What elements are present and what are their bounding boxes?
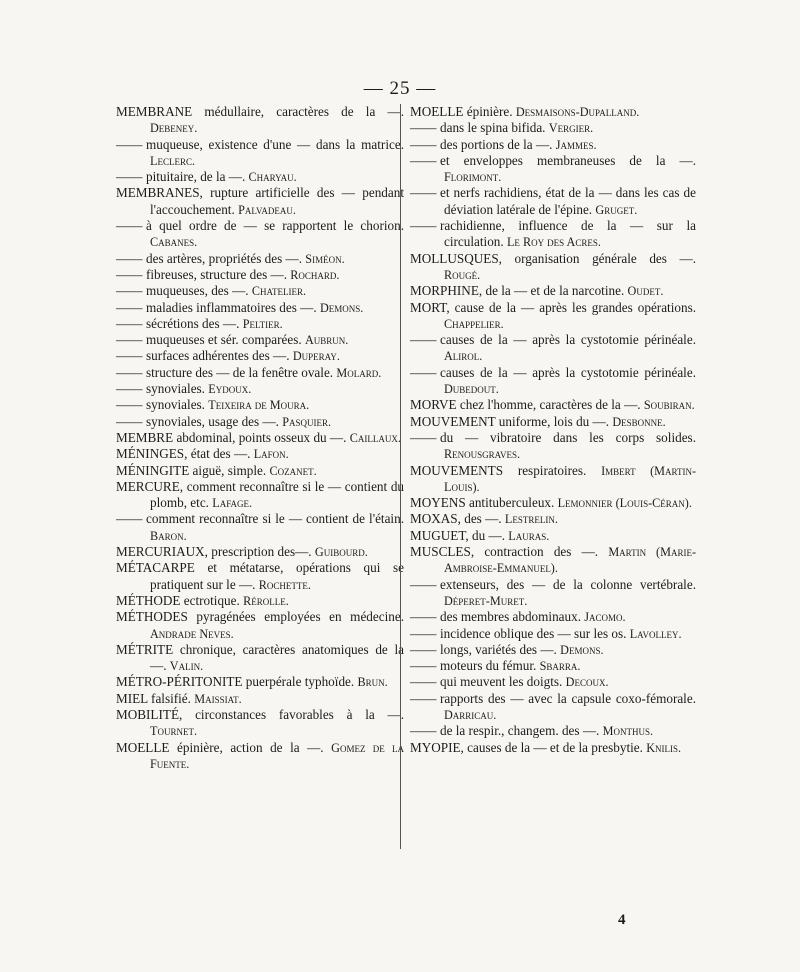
index-entry bbox=[410, 283, 696, 299]
index-column-right bbox=[410, 104, 696, 756]
entry-dash: —— bbox=[410, 185, 437, 201]
entry-headword: MERCURE, bbox=[116, 478, 184, 494]
entry-author: Guibourd. bbox=[314, 545, 368, 560]
entry-author: Demons. bbox=[560, 642, 604, 657]
entry-headword: MÉTRITE bbox=[116, 641, 174, 657]
entry-author: Lauras. bbox=[508, 528, 550, 543]
index-entry bbox=[410, 723, 696, 739]
entry-author: Cabanes. bbox=[150, 235, 198, 250]
index-entry bbox=[116, 511, 404, 544]
index-entry bbox=[116, 365, 404, 381]
entry-text: moteurs du fémur. bbox=[440, 658, 537, 674]
index-entry bbox=[116, 348, 404, 364]
entry-author: Imbert (Martin-Louis). bbox=[444, 463, 697, 494]
entry-text: fibreuses, structure des —. bbox=[146, 266, 287, 282]
index-entry bbox=[116, 267, 404, 283]
page-number: — 25 — bbox=[363, 78, 437, 99]
entry-dash: —— bbox=[410, 136, 437, 152]
entry-dash: —— bbox=[116, 266, 143, 282]
entry-author: Cozanet. bbox=[269, 463, 317, 478]
index-entry bbox=[116, 137, 404, 170]
entry-headword: MUGUET, bbox=[410, 527, 469, 543]
entry-author: Demons. bbox=[319, 300, 364, 315]
entry-author: Rochette. bbox=[258, 577, 311, 592]
entry-dash: —— bbox=[116, 299, 143, 315]
entry-text: épinière, action de la —. bbox=[177, 739, 324, 755]
entry-dash: —— bbox=[116, 511, 143, 527]
entry-dash: —— bbox=[410, 625, 437, 641]
entry-author: Desbonne. bbox=[612, 414, 666, 429]
index-entry bbox=[410, 414, 696, 430]
entry-text: incidence oblique des — sur les os. bbox=[440, 625, 627, 641]
index-entry bbox=[116, 381, 404, 397]
entry-text: qui meuvent les doigts. bbox=[440, 674, 563, 690]
index-entry bbox=[410, 528, 696, 544]
entry-headword: MÉTACARPE bbox=[116, 560, 195, 576]
entry-author: Lafon. bbox=[253, 447, 289, 462]
entry-dash: —— bbox=[410, 576, 437, 592]
index-entry bbox=[116, 642, 404, 675]
entry-text: pyragénées employées en médecine. bbox=[196, 609, 404, 625]
entry-text: aiguë, simple. bbox=[192, 462, 267, 478]
entry-author: Brun. bbox=[357, 675, 388, 690]
entry-author: Decoux. bbox=[565, 675, 609, 690]
entry-text: prescription des—. bbox=[211, 544, 312, 560]
entry-author: Alirol. bbox=[444, 349, 483, 364]
entry-author: Rochard. bbox=[290, 267, 340, 282]
entry-dash: —— bbox=[410, 429, 437, 445]
entry-headword: MOELLE bbox=[410, 104, 464, 119]
entry-author: Palvadeau. bbox=[238, 202, 296, 217]
entry-headword: MUSCLES, bbox=[410, 544, 475, 560]
column-divider bbox=[400, 104, 401, 849]
index-entry bbox=[116, 707, 404, 740]
entry-dash: —— bbox=[410, 723, 437, 739]
index-entry bbox=[116, 593, 404, 609]
index-entry bbox=[116, 544, 404, 560]
entry-text: causes de la — après la cystotomie périnéale. bbox=[440, 364, 696, 380]
entry-headword: MEMBRANES, bbox=[116, 185, 203, 201]
entry-text: structure des — de la fenêtre ovale. bbox=[146, 364, 334, 380]
entry-text: comment reconnaître si le — contient du plomb, etc. bbox=[150, 478, 405, 511]
entry-text: surfaces adhérentes des —. bbox=[146, 348, 290, 364]
entry-text: abdominal, points osseux du —. bbox=[176, 429, 347, 445]
entry-author: Debeney. bbox=[150, 121, 198, 136]
entry-text: synoviales, usage des —. bbox=[146, 413, 279, 429]
entry-dash: —— bbox=[116, 250, 143, 266]
entry-dash: —— bbox=[116, 332, 143, 348]
entry-dash: —— bbox=[410, 674, 437, 690]
entry-author: Maissiat. bbox=[194, 691, 242, 706]
entry-headword: MIEL bbox=[116, 690, 148, 706]
entry-headword: MYOPIE, bbox=[410, 739, 464, 755]
entry-author: Darricau. bbox=[444, 707, 497, 722]
entry-author: Monthus. bbox=[602, 724, 653, 739]
index-entry bbox=[116, 251, 404, 267]
signature-mark: 4 bbox=[618, 912, 626, 928]
entry-dash: —— bbox=[116, 348, 143, 364]
index-entry bbox=[410, 463, 696, 496]
entry-author: Gruget. bbox=[595, 202, 638, 217]
entry-text: maladies inflammatoires des —. bbox=[146, 299, 317, 315]
entry-author: Siméon. bbox=[305, 251, 345, 266]
index-entry bbox=[116, 185, 404, 218]
entry-dash: —— bbox=[410, 364, 437, 380]
entry-dash: —— bbox=[410, 218, 437, 234]
entry-headword: MOUVEMENTS bbox=[410, 462, 504, 478]
index-entry bbox=[116, 397, 404, 413]
index-entry bbox=[410, 185, 696, 218]
entry-author: Tournet. bbox=[150, 724, 197, 739]
entry-text: muqueuses, des —. bbox=[146, 283, 249, 299]
index-entry bbox=[410, 674, 696, 690]
index-entry bbox=[116, 218, 404, 251]
index-entry bbox=[410, 104, 696, 120]
entry-author: Eydoux. bbox=[208, 382, 252, 397]
entry-dash: —— bbox=[116, 169, 143, 185]
entry-text: organisation générale des —. bbox=[514, 250, 696, 266]
entry-text: des portions de la —. bbox=[440, 136, 553, 152]
entry-author: Pasquier. bbox=[282, 414, 332, 429]
entry-author: Lafage. bbox=[212, 496, 253, 511]
entry-text: des membres abdominaux. bbox=[440, 609, 581, 625]
entry-dash: —— bbox=[410, 332, 437, 348]
entry-author: Duperay. bbox=[292, 349, 340, 364]
entry-text: muqueuses et sér. comparées. bbox=[146, 332, 302, 348]
entry-headword: MÉTHODE bbox=[116, 592, 181, 608]
entry-author: Rougé. bbox=[444, 267, 481, 282]
entry-author: Molard. bbox=[336, 365, 382, 380]
entry-dash: —— bbox=[410, 152, 437, 168]
entry-dash: —— bbox=[116, 413, 143, 429]
entry-dash: —— bbox=[410, 641, 437, 657]
index-entry bbox=[410, 740, 696, 756]
entry-dash: —— bbox=[410, 609, 437, 625]
index-entry bbox=[410, 658, 696, 674]
entry-text: de la respir., changem. des —. bbox=[440, 723, 600, 739]
index-entry bbox=[410, 609, 696, 625]
index-entry bbox=[410, 120, 696, 136]
index-entry bbox=[116, 104, 404, 137]
index-entry bbox=[410, 642, 696, 658]
entry-text: falsifié. bbox=[151, 690, 191, 706]
entry-dash: —— bbox=[116, 397, 143, 413]
entry-text: et enveloppes membraneuses de la —. bbox=[440, 152, 696, 168]
entry-text: rapports des — avec la capsule coxo-fémorale. bbox=[440, 690, 696, 706]
entry-text: antituberculeux. bbox=[468, 495, 555, 511]
entry-text: dans le spina bifida. bbox=[440, 120, 546, 136]
entry-text: causes de la — après la cystotomie périnéale. bbox=[440, 332, 696, 348]
index-entry bbox=[410, 397, 696, 413]
entry-headword: MOYENS bbox=[410, 495, 466, 511]
entry-text: chronique, caractères anatomiques de la —. bbox=[150, 641, 404, 674]
index-entry bbox=[410, 332, 696, 365]
entry-dash: —— bbox=[116, 315, 143, 331]
index-entry bbox=[116, 430, 404, 446]
entry-text: sécrétions des —. bbox=[146, 315, 240, 331]
index-entry bbox=[410, 626, 696, 642]
entry-headword: MOLLUSQUES, bbox=[410, 250, 502, 266]
entry-author: Déperet-Muret. bbox=[444, 593, 528, 608]
index-entry bbox=[116, 691, 404, 707]
entry-dash: —— bbox=[116, 364, 143, 380]
entry-headword: MEMBRE bbox=[116, 429, 174, 445]
index-entry bbox=[116, 316, 404, 332]
index-entry bbox=[410, 430, 696, 463]
entry-text: respiratoires. bbox=[517, 462, 587, 478]
entry-dash: —— bbox=[410, 120, 437, 136]
entry-dash: —— bbox=[116, 218, 143, 234]
entry-headword: MÉTRO-PÉRITONITE bbox=[116, 674, 243, 690]
entry-dash: —— bbox=[410, 690, 437, 706]
entry-author: Knilis. bbox=[646, 740, 682, 755]
entry-author: Charyau. bbox=[248, 170, 297, 185]
entry-text: ectrotique. bbox=[183, 592, 240, 608]
entry-text: du — vibratoire dans les corps solides. bbox=[440, 429, 696, 445]
entry-headword: MORT, bbox=[410, 299, 450, 315]
entry-text: uniforme, lois du —. bbox=[498, 413, 610, 429]
index-entry bbox=[116, 414, 404, 430]
index-entry bbox=[116, 169, 404, 185]
entry-author: Leclerc. bbox=[150, 153, 195, 168]
entry-author: Oudet. bbox=[627, 284, 664, 299]
entry-author: Peltier. bbox=[242, 316, 283, 331]
index-column-left bbox=[116, 104, 404, 772]
index-entry bbox=[410, 300, 696, 333]
entry-author: Rérolle. bbox=[243, 593, 289, 608]
entry-author: Florimont. bbox=[444, 170, 502, 185]
index-entry bbox=[116, 463, 404, 479]
entry-text: état des —. bbox=[190, 446, 251, 462]
entry-text: rupture artificielle des — pendant l'accouchement. bbox=[150, 185, 404, 217]
entry-text: à quel ordre de — se rapportent le chorion. bbox=[146, 218, 404, 234]
entry-author: Aubrun. bbox=[304, 333, 349, 348]
entry-author: Caillaux. bbox=[349, 430, 401, 445]
index-entry bbox=[410, 691, 696, 724]
index-entry bbox=[410, 218, 696, 251]
entry-headword: MORPHINE, bbox=[410, 283, 483, 299]
entry-text: chez l'homme, caractères de la —. bbox=[459, 397, 641, 413]
index-entry bbox=[116, 283, 404, 299]
entry-author: Soubiran. bbox=[643, 398, 695, 413]
entry-text: contraction des —. bbox=[484, 544, 599, 560]
index-entry bbox=[410, 137, 696, 153]
entry-text: circonstances favorables à la —. bbox=[195, 706, 404, 722]
entry-text: synoviales. bbox=[146, 397, 205, 413]
entry-text: rachidienne, influence de la — sur la circulation. bbox=[440, 218, 696, 250]
entry-headword: MÉNINGES, bbox=[116, 446, 188, 462]
entry-text: puerpérale typhoïde. bbox=[245, 674, 355, 690]
entry-text: des artères, propriétés des —. bbox=[146, 250, 302, 266]
entry-author: Valin. bbox=[169, 659, 204, 674]
index-entry bbox=[410, 511, 696, 527]
entry-text: et métatarse, opérations qui se pratiquent sur le —. bbox=[150, 560, 405, 592]
entry-text: pituitaire, de la —. bbox=[146, 169, 246, 185]
entry-headword: MOBILITÉ, bbox=[116, 706, 183, 722]
index-entry bbox=[116, 674, 404, 690]
entry-dash: —— bbox=[116, 136, 143, 152]
entry-text: extenseurs, des — de la colonne vertébrale. bbox=[440, 576, 696, 592]
entry-text: de la — et de la narcotine. bbox=[485, 283, 625, 299]
index-entry bbox=[116, 740, 404, 773]
entry-headword: MORVE bbox=[410, 397, 457, 413]
entry-headword: MOXAS, bbox=[410, 511, 461, 527]
entry-text: causes de la — et de la presbytie. bbox=[467, 739, 643, 755]
entry-author: Gomez de la Fuente. bbox=[150, 740, 405, 771]
index-entry bbox=[116, 300, 404, 316]
index-entry bbox=[116, 446, 404, 462]
index-entry bbox=[410, 577, 696, 610]
entry-author: Vergier. bbox=[548, 121, 594, 136]
entry-text: comment reconnaître si le — contient de l'étain. bbox=[146, 511, 404, 527]
index-entry bbox=[410, 153, 696, 186]
index-entry bbox=[116, 479, 404, 512]
index-entry bbox=[410, 251, 696, 284]
entry-text: synoviales. bbox=[146, 381, 205, 397]
entry-author: Teixeira de Moura. bbox=[208, 398, 310, 413]
entry-author: Renousgraves. bbox=[444, 447, 521, 462]
entry-text: muqueuse, existence d'une — dans la matrice. bbox=[146, 136, 404, 152]
entry-text: épinière. bbox=[466, 104, 513, 119]
entry-dash: —— bbox=[410, 658, 437, 674]
entry-text: longs, variétés des —. bbox=[440, 641, 557, 657]
entry-author: Lavolley. bbox=[629, 626, 682, 641]
entry-text: et nerfs rachidiens, état de la — dans les cas de déviation latérale de l'épine. bbox=[440, 185, 696, 217]
entry-headword: MÉTHODES bbox=[116, 609, 188, 625]
entry-author: Baron. bbox=[150, 528, 187, 543]
entry-author: Lestrelin. bbox=[504, 512, 558, 527]
index-entry bbox=[410, 365, 696, 398]
entry-headword: MÉNINGITE bbox=[116, 462, 190, 478]
entry-headword: MERCURIAUX, bbox=[116, 544, 208, 560]
entry-author: Sbarra. bbox=[539, 659, 581, 674]
index-entry bbox=[116, 560, 404, 593]
entry-author: Chappelier. bbox=[444, 316, 504, 331]
entry-text: médullaire, caractères de la —. bbox=[204, 104, 405, 119]
entry-text: du —. bbox=[472, 527, 505, 543]
entry-author: Jammes. bbox=[555, 137, 597, 152]
index-entry bbox=[410, 495, 696, 511]
entry-headword: MOELLE bbox=[116, 739, 170, 755]
entry-headword: MEMBRANE bbox=[116, 104, 193, 119]
entry-author: Lemonnier (Louis-Céran). bbox=[557, 496, 692, 511]
entry-author: Le Roy des Acres. bbox=[506, 235, 601, 250]
entry-headword: MOUVEMENT bbox=[410, 413, 496, 429]
index-entry bbox=[116, 332, 404, 348]
entry-author: Martin (Marie-Ambroise-Emmanuel). bbox=[444, 545, 697, 576]
entry-author: Jacomo. bbox=[584, 610, 626, 625]
entry-dash: —— bbox=[116, 283, 143, 299]
entry-text: des —. bbox=[464, 511, 502, 527]
index-entry bbox=[410, 544, 696, 577]
index-entry bbox=[116, 609, 404, 642]
entry-author: Desmaisons-Dupalland. bbox=[515, 105, 640, 119]
entry-author: Dubedout. bbox=[444, 382, 499, 397]
entry-author: Andrade Neves. bbox=[150, 626, 234, 641]
entry-author: Chatelier. bbox=[251, 284, 307, 299]
entry-text: cause de la — après les grandes opérations. bbox=[454, 299, 697, 315]
entry-dash: —— bbox=[116, 381, 143, 397]
